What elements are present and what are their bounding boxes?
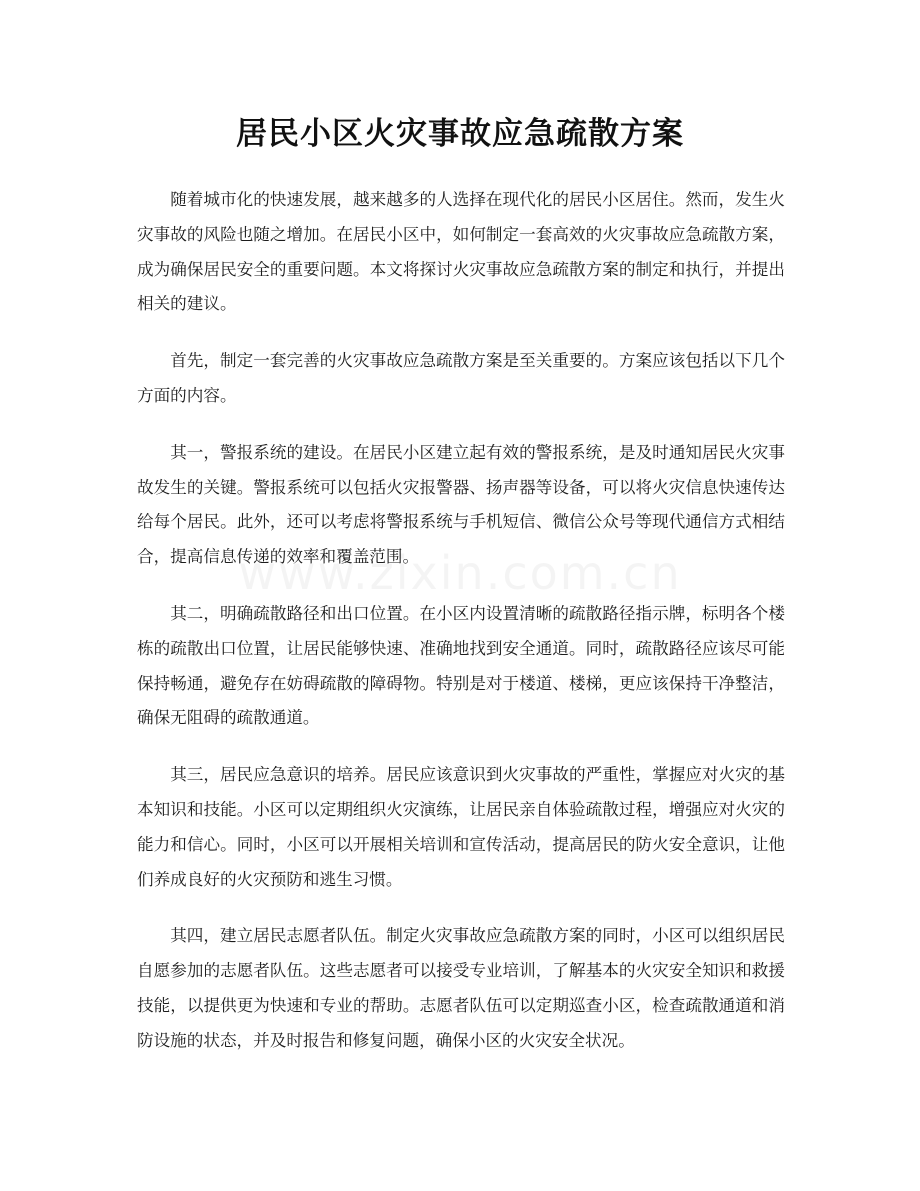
paragraph-overview: 首先，制定一套完善的火灾事故应急疏散方案是至关重要的。方案应该包括以下几个方面的内容。 — [137, 351, 785, 405]
paragraph-awareness: 其三，居民应急意识的培养。居民应该意识到火灾事故的严重性，掌握应对火灾的基本知识和技能。小区可以定期组织火灾演练，让居民亲自体验疏散过程，增强应对火灾的能力和信心。同时，小区可以开展相关培训和宣传活动，提高居民的防火安全意识，让他们养成良好的火灾预防和逃生习惯。 — [137, 765, 785, 889]
paragraph-volunteers: 其四，建立居民志愿者队伍。制定火灾事故应急疏散方案的同时，小区可以组织居民自愿参加的志愿者队伍。这些志愿者可以接受专业培训，了解基本的火灾安全知识和救援技能，以提供更为快速和专业的帮助。志愿者队伍可以定期巡查小区，检查疏散通道和消防设施的状态，并及时报告和修复问题，确保小区的火灾安全状况。 — [137, 926, 785, 1050]
document-body — [137, 183, 785, 1081]
document-title: 居民小区火灾事故应急疏散方案 — [236, 116, 684, 152]
paragraph-evacuation-routes: 其二，明确疏散路径和出口位置。在小区内设置清晰的疏散路径指示牌，标明各个楼栋的疏散出口位置，让居民能够快速、准确地找到安全通道。同时，疏散路径应该尽可能保持畅通，避免存在妨碍疏散的障碍物。特别是对于楼道、楼梯，更应该保持干净整洁，确保无阻碍的疏散通道。 — [137, 603, 785, 728]
paragraph-intro: 随着城市化的快速发展，越来越多的人选择在现代化的居民小区居住。然而，发生火灾事故的风险也随之增加。在居民小区中，如何制定一套高效的火灾事故应急疏散方案，成为确保居民安全的重要问题。本文将探讨火灾事故应急疏散方案的制定和执行，并提出相关的建议。 — [137, 190, 785, 314]
paragraph-alarm-system: 其一，警报系统的建设。在居民小区建立起有效的警报系统，是及时通知居民火灾事故发生的关键。警报系统可以包括火灾报警器、扬声器等设备，可以将火灾信息快速传达给每个居民。此外，还可以考虑将警报系统与手机短信、微信公众号等现代通信方式相结合，提高信息传递的效率和覆盖范围。 — [137, 442, 785, 567]
